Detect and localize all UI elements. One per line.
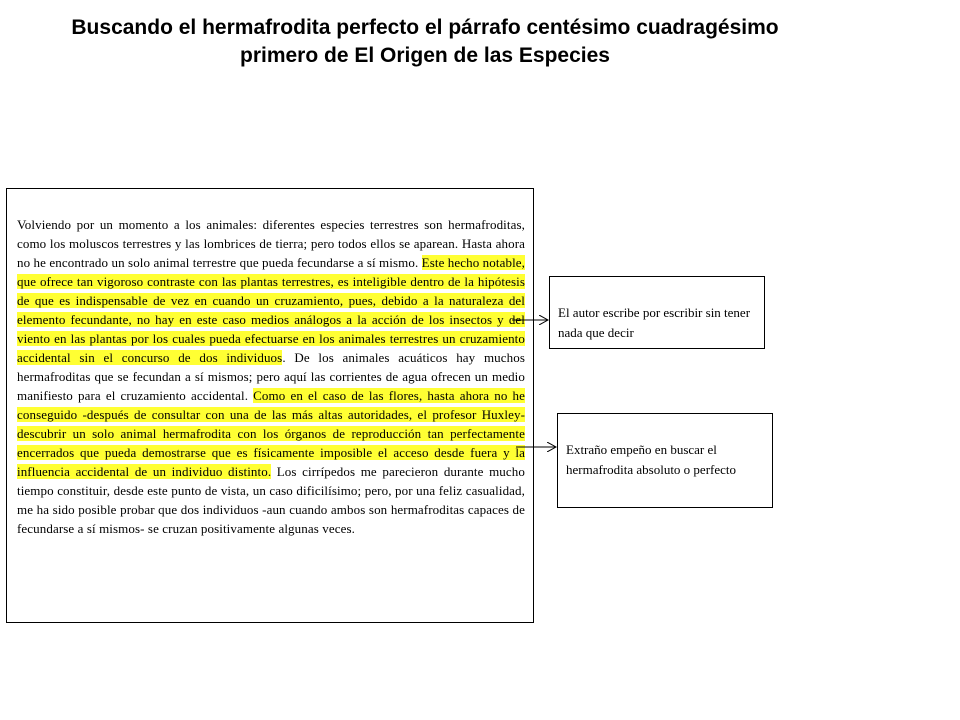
highlighted-passage-2: Como en el caso de las flores, hasta ahora no he conseguido -después de consultar con una de las más altas autoridades, el profesor Huxley-	[17, 388, 525, 422]
page-title	[0, 14, 850, 70]
highlighted-passage-1: Este hecho notable, que ofrece tan vigoroso contraste con las plantas terrestres, es inteligible dentro de la hipótesis de que es indispensable de vez en cuando un cruzamiento, pues, debido a la naturaleza del elemento fecundante, no hay en este caso medios análogos a la acción de los insectos y del viento en las plantas por los cuales pueda efectuarse en los animales terrestres un cruzamiento accidental sin el concurso de dos individuos	[17, 255, 525, 365]
highlighted-passage-3: descubrir un solo animal hermafrodita con los órganos de reproducción tan perfectamente encerrados que pueda demostrarse que es físicamente imposible el acceso desde fuera y la influencia accidental de un individuo distinto.	[17, 426, 525, 479]
title-line-1: Buscando el hermafrodita perfecto el párrafo centésimo cuadragésimo	[71, 16, 779, 39]
annotation-note-2	[557, 413, 773, 508]
annotation-text-1: El autor escribe por escribir sin tener nada que decir	[558, 305, 751, 340]
title-line-2: primero de El Origen de las Especies	[240, 44, 610, 67]
annotation-note-1	[549, 276, 765, 349]
paragraph-text: . De los animales acuáticos hay muchos hermafroditas que se fecundan a sí mismos; pero aquí las corrientes de agua ofrecen un medio manifiesto para el cruzamiento accidental.	[17, 350, 525, 403]
quoted-paragraph-box	[6, 188, 534, 623]
annotation-text-2: Extraño empeño en buscar el hermafrodita absoluto o perfecto	[566, 442, 737, 477]
paragraph-text: Los cirrípedos me parecieron durante mucho tiempo constituir, desde este punto de vista, un caso dificilísimo; pero, por una feliz casualidad, me ha sido posible probar que dos individuos -aun cuando ambos son hermafroditas capaces de fecundarse a sí mismos- se cruzan positivamente algunas veces.	[17, 464, 525, 536]
paragraph-text: Volviendo por un momento a los animales: diferentes especies terrestres son hermafroditas, como los moluscos terrestres y las lombrices de tierra; pero todos ellos se aparean. Hasta ahora no he encontrado un solo animal terrestre que pueda fecundarse a sí mismo.	[17, 217, 525, 270]
